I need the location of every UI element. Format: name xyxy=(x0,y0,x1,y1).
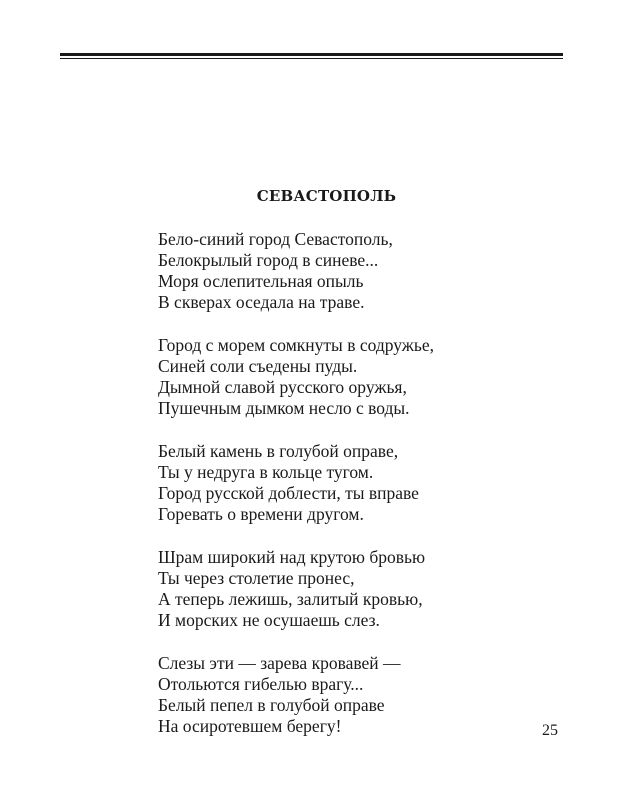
poem-line: Город русской доблести, ты вправе xyxy=(158,483,419,503)
poem-line: И морских не осушаешь слез. xyxy=(158,610,380,630)
stanza xyxy=(158,229,578,313)
poem-line: Синей соли съедены пуды. xyxy=(158,356,358,376)
poem-line: Горевать о времени другом. xyxy=(158,504,364,524)
poem-line: Ты через столетие пронес, xyxy=(158,568,355,588)
poem-line: Пушечным дымком несло с воды. xyxy=(158,398,410,418)
poem-line: А теперь лежишь, залитый кровью, xyxy=(158,589,423,609)
poem-line: Моря ослепительная опыль xyxy=(158,271,364,291)
top-rule-thick xyxy=(60,53,563,56)
page-number: 25 xyxy=(542,722,558,739)
poem-line: Дымной славой русского оружья, xyxy=(158,377,407,397)
poem-line: Отольются гибелью врагу... xyxy=(158,674,364,694)
poem-line: Бело-синий город Севастополь, xyxy=(158,229,393,249)
poem-line: Белокрылый город в синеве... xyxy=(158,250,379,270)
poem-title: СЕВАСТОПОЛЬ xyxy=(256,187,397,205)
poem-line: Город с морем сомкнуты в содружье, xyxy=(158,335,435,355)
poem-line: Ты у недруга в кольце тугом. xyxy=(158,462,374,482)
poem-line: Белый камень в голубой оправе, xyxy=(158,441,399,461)
top-rule-thin xyxy=(60,58,563,59)
poem-line: В скверах оседала на траве. xyxy=(158,292,365,312)
stanza xyxy=(158,441,578,525)
poem-line: Шрам широкий над крутою бровью xyxy=(158,547,426,567)
stanza xyxy=(158,547,578,631)
top-rule xyxy=(60,53,563,60)
poem-body xyxy=(158,229,578,759)
poem-line: На осиротевшем берегу! xyxy=(158,716,342,736)
stanza xyxy=(158,335,578,419)
poem-line: Белый пепел в голубой оправе xyxy=(158,695,385,715)
poem-line: Слезы эти — зарева кровавей — xyxy=(158,653,401,673)
stanza xyxy=(158,653,578,737)
